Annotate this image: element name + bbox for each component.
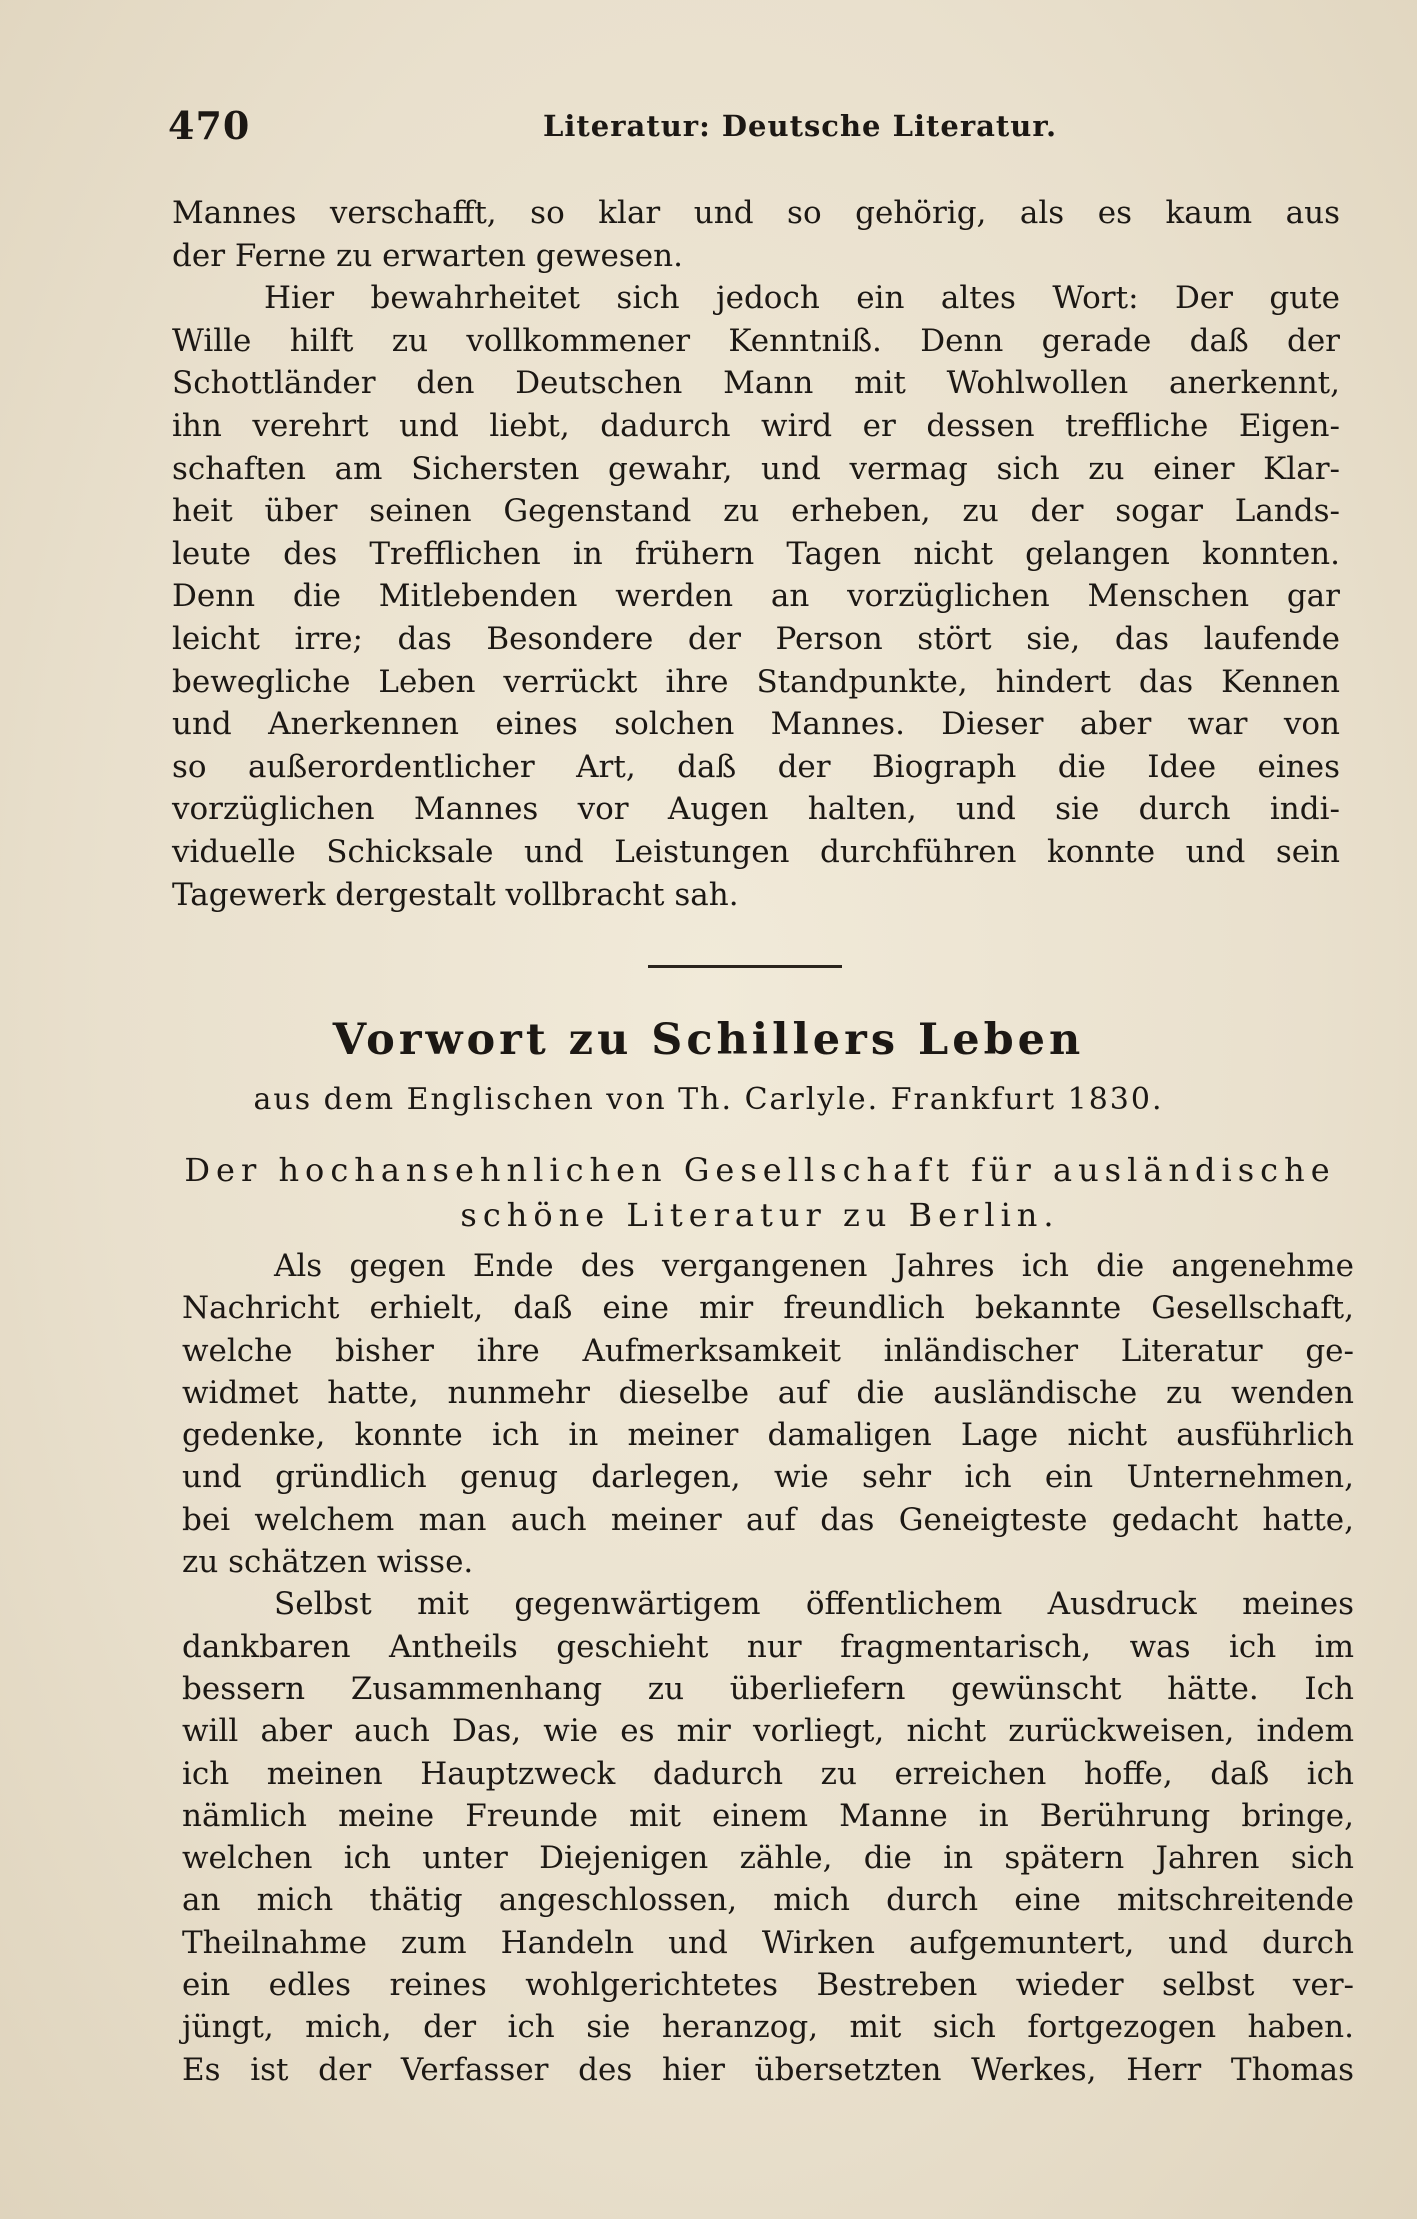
page-number: 470 <box>168 103 251 148</box>
text-line: bewegliche Leben verrückt ihre Standpunkte, hindert das Kennen <box>172 663 1340 700</box>
section-subtitle: aus dem Englischen von Th. Carlyle. Frankfurt 1830. <box>253 1082 1164 1117</box>
text-line: ich meinen Hauptzweck dadurch zu erreichen hoffe, daß ich <box>182 1755 1354 1792</box>
text-line: leicht irre; das Besondere der Person stört sie, das laufende <box>172 620 1340 657</box>
text-line: Mannes verschafft, so klar und so gehörig, als es kaum aus <box>172 195 1340 231</box>
text-line: will aber auch Das, wie es mir vorliegt, nicht zurückweisen, indem <box>182 1713 1354 1750</box>
text-line: nämlich meine Freunde mit einem Manne in Berührung bringe, <box>182 1797 1354 1834</box>
text-line: Es ist der Verfasser des hier übersetzten Werkes, Herr Thomas <box>182 2051 1354 2088</box>
text-line: ein edles reines wohlgerichtetes Bestreben wieder selbst ver- <box>182 1967 1354 2004</box>
text-line: Schottländer den Deutschen Mann mit Wohlwollen anerkennt, <box>172 365 1340 402</box>
running-title: Literatur: Deutsche Literatur. <box>543 109 1058 143</box>
text-line: gedenke, konnte ich in meiner damaligen Lage nicht ausführlich <box>182 1417 1354 1454</box>
text-line: der Ferne zu erwarten gewesen. <box>172 237 683 274</box>
text-line: welchen ich unter Diejenigen zähle, die in spätern Jahren sich <box>182 1840 1354 1877</box>
text-line: Hier bewahrheitet sich jedoch ein altes Wort: Der gute <box>264 280 1340 317</box>
text-line: so außerordentlicher Art, daß der Biograph die Idee eines <box>172 748 1340 785</box>
text-line: welche bisher ihre Aufmerksamkeit inländischer Literatur ge- <box>182 1332 1354 1369</box>
paragraph-block-1 <box>172 192 1340 916</box>
text-line: schaften am Sichersten gewahr, und vermag sich zu einer Klar- <box>172 450 1340 487</box>
text-line: leute des Trefflichen in frühern Tagen nicht gelangen konnten. <box>172 535 1340 572</box>
section-separator <box>648 965 842 968</box>
text-line: Tagewerk dergestalt vollbracht sah. <box>172 876 739 913</box>
text-line: Nachricht erhielt, daß eine mir freundlich bekannte Gesellschaft, <box>182 1290 1354 1327</box>
text-line: jüngt, mich, der ich sie heranzog, mit sich fortgezogen haben. <box>182 2009 1354 2046</box>
text-line: Theilnahme zum Handeln und Wirken aufgemuntert, und durch <box>182 1924 1354 1961</box>
paragraph-block-2 <box>182 1245 1354 2091</box>
text-line: ihn verehrt und liebt, dadurch wird er dessen treffliche Eigen- <box>172 407 1340 444</box>
text-line: und Anerkennen eines solchen Mannes. Dieser aber war von <box>172 706 1340 743</box>
section-title: Vorwort zu Schillers Leben <box>332 1015 1085 1065</box>
text-line: vorzüglichen Mannes vor Augen halten, und sie durch indi- <box>172 791 1340 828</box>
text-line: Als gegen Ende des vergangenen Jahres ich die angenehme <box>274 1248 1354 1284</box>
text-line: heit über seinen Gegenstand zu erheben, zu der sogar Lands- <box>172 493 1340 530</box>
running-head <box>168 103 1337 153</box>
text-line: dankbaren Antheils geschieht nur fragmentarisch, was ich im <box>182 1628 1354 1665</box>
text-line: Denn die Mitlebenden werden an vorzüglichen Menschen gar <box>172 578 1340 615</box>
text-line: bei welchem man auch meiner auf das Geneigteste gedacht hatte, <box>182 1501 1354 1538</box>
text-line: an mich thätig angeschlossen, mich durch eine mitschreitende <box>182 1882 1354 1919</box>
text-line: zu schätzen wisse. <box>182 1544 474 1581</box>
dedication-line: Der hochansehnlichen Gesellschaft für ausländische <box>184 1151 1336 1189</box>
text-line: viduelle Schicksale und Leistungen durchführen konnte und sein <box>172 833 1340 870</box>
text-line: und gründlich genug darlegen, wie sehr ich ein Unternehmen, <box>182 1459 1354 1496</box>
text-line: Wille hilft zu vollkommener Kenntniß. Denn gerade daß der <box>172 322 1340 359</box>
dedication <box>180 1148 1340 1238</box>
dedication-line: schöne Literatur zu Berlin. <box>460 1196 1060 1234</box>
text-line: Selbst mit gegenwärtigem öffentlichem Ausdruck meines <box>274 1586 1354 1623</box>
text-line: bessern Zusammenhang zu überliefern gewünscht hätte. Ich <box>182 1670 1354 1707</box>
text-line: widmet hatte, nunmehr dieselbe auf die ausländische zu wenden <box>182 1374 1354 1411</box>
